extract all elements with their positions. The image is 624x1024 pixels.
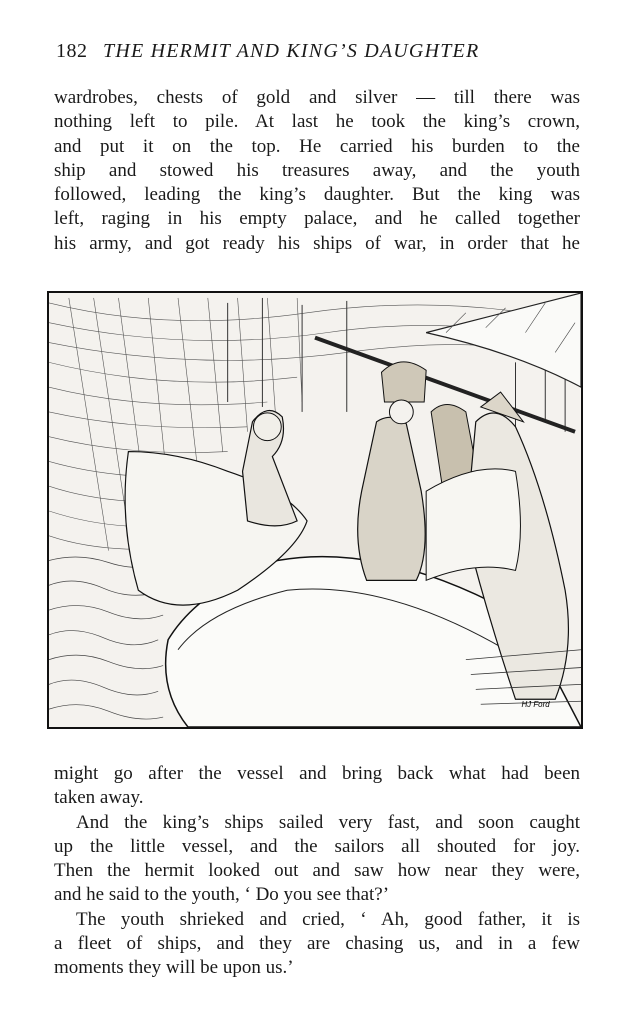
youth-head — [253, 413, 281, 441]
text-line: up the little vessel, and the sailors all shouted for joy. — [54, 835, 580, 857]
text-line: might go after the vessel and bring back what had been — [54, 763, 580, 784]
text-line: Then the hermit looked out and saw how near they were, — [54, 860, 580, 882]
text-line: ship and stowed his treasures away, and the youth — [54, 159, 580, 181]
engraving-drawing — [49, 293, 581, 727]
text-line: wardrobes, chests of gold and silver — till there was — [54, 87, 580, 108]
artist-signature: HJ Ford — [521, 700, 550, 710]
text-line: a fleet of ships, and they are chasing us, and in a few — [54, 933, 580, 955]
text-line: his army, and got ready his ships of war, in order that he — [54, 232, 580, 254]
bottom-paragraphs — [54, 762, 580, 981]
page-number: 182 — [56, 40, 88, 62]
sail — [426, 293, 581, 387]
running-head — [56, 40, 576, 66]
hermit-cloak-spread — [426, 469, 520, 580]
illustration-ship-escape — [47, 291, 583, 729]
text-line: and he said to the youth, ‘ Do you see that?’ — [54, 884, 390, 906]
text-line: moments they will be upon us.’ — [54, 957, 294, 979]
princess-figure — [358, 417, 425, 580]
text-line: The youth shrieked and cried, ‘ Ah, good father, it is — [76, 908, 580, 930]
text-line: nothing left to pile. At last he took the king’s crown, — [54, 111, 580, 133]
text-line: followed, leading the king’s daughter. But the king was — [54, 184, 580, 206]
text-line: taken away. — [54, 787, 144, 809]
text-line: and put it on the top. He carried his burden to the — [54, 135, 580, 157]
princess-headdress — [382, 362, 427, 402]
text-line: left, raging in his empty palace, and he called together — [54, 208, 580, 230]
top-paragraph — [54, 86, 580, 256]
princess-head — [389, 400, 413, 424]
text-line: And the king’s ships sailed very fast, and soon caught — [76, 811, 580, 833]
running-title: THE HERMIT AND KING’S DAUGHTER — [103, 40, 480, 62]
